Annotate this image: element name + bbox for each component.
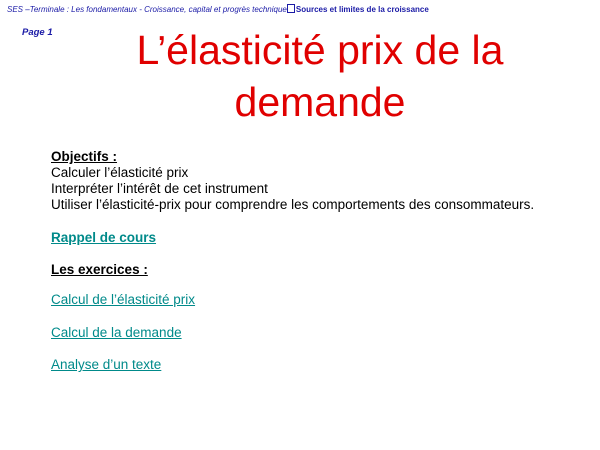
exercise-link-demand[interactable]: Calcul de la demande: [51, 325, 182, 340]
slide-header: [7, 4, 597, 14]
exercise-link-elasticity[interactable]: Calcul de l’élasticité prix: [51, 292, 196, 307]
objective-item: Utiliser l’élasticité-prix pour comprendre les comportements des consommateurs.: [51, 197, 535, 212]
separator-box-icon: [287, 4, 295, 13]
exercises-heading: Les exercices :: [51, 262, 148, 277]
page-label: Page 1: [22, 27, 53, 38]
course-breadcrumb: SES –Terminale : Les fondamentaux - Croissance, capital et progrès technique: [7, 5, 287, 14]
objective-item: Calculer l’élasticité prix: [51, 165, 189, 180]
objective-item: Interpréter l’intérêt de cet instrument: [51, 181, 268, 196]
exercise-link-text-analysis[interactable]: Analyse d’un texte: [51, 357, 162, 372]
page-title: [40, 24, 600, 128]
page-title-line-1: L’élasticité prix de la: [136, 27, 504, 73]
section-title: Sources et limites de la croissance: [295, 5, 429, 14]
objectives-heading: Objectifs :: [51, 149, 118, 164]
course-reminder-link[interactable]: Rappel de cours: [51, 230, 157, 245]
page-title-line-2: demande: [234, 79, 406, 125]
